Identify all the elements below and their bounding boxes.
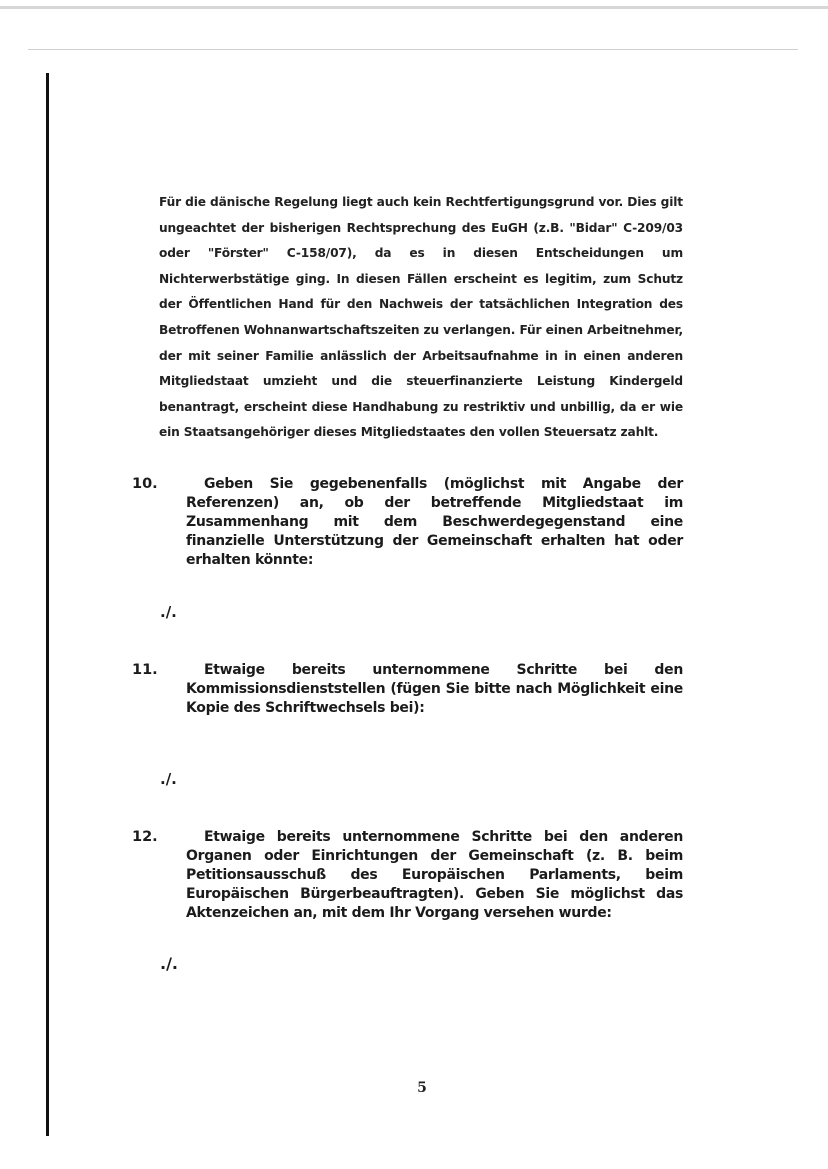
answer-11: ./. bbox=[160, 770, 177, 788]
question-number: 10. bbox=[132, 476, 158, 492]
question-number: 11. bbox=[132, 662, 158, 678]
scan-left-margin-bar bbox=[46, 73, 49, 1136]
question-11 bbox=[132, 661, 683, 718]
answer-10: ./. bbox=[160, 603, 177, 621]
question-10 bbox=[132, 475, 683, 570]
scan-top-edge bbox=[0, 6, 828, 9]
question-number: 12. bbox=[132, 829, 158, 845]
question-text: Etwaige bereits unternommene Schritte bei den anderen Organen oder Einrichtungen der Gemeinschaft (z. B. beim Petitionsausschuß des Europäischen Parlaments, beim Europäischen Bürgerbeauftragten). Geben Sie möglichst das Aktenzeichen an, mit dem Ihr Vorgang versehen wurde: bbox=[186, 829, 683, 921]
question-text: Geben Sie gegebenenfalls (möglichst mit Angabe der Referenzen) an, ob der betreffende Mitgliedstaat im Zusammenhang mit dem Beschwerdegegenstand eine finanzielle Unterstützung der Gemeinschaft erhalten hat oder erhalten könnte: bbox=[186, 476, 683, 568]
body-paragraph: Für die dänische Regelung liegt auch kein Rechtfertigungsgrund vor. Dies gilt ungeachtet der bisherigen Rechtsprechung des EuGH (z.B. "Bidar" C-209/03 oder "Förster" C-158/07), da es in diesen Entscheidungen um Nichterwerbstätige ging. In diesen Fällen erscheint es legitim, zum Schutz der Öffentlichen Hand für den Nachweis der tatsächlichen Integration des Betroffenen Wohnanwartschaftszeiten zu verlangen. Für einen Arbeitnehmer, der mit seiner Familie anlässlich der Arbeitsaufnahme in in einen anderen Mitgliedstaat umzieht und die steuerfinanzierte Leistung Kindergeld benantragt, erscheint diese Handhabung zu restriktiv und unbillig, da er wie ein Staatsangehöriger dieses Mitgliedstaates den vollen Steuersatz zahlt. bbox=[159, 195, 683, 440]
answer-12: ./. bbox=[160, 954, 178, 973]
question-12 bbox=[132, 828, 683, 923]
header-rule bbox=[28, 49, 798, 50]
question-text: Etwaige bereits unternommene Schritte bei den Kommissionsdienststellen (fügen Sie bitte nach Möglichkeit eine Kopie des Schriftwechsels bei): bbox=[186, 662, 683, 716]
page-number: 5 bbox=[417, 1080, 427, 1096]
